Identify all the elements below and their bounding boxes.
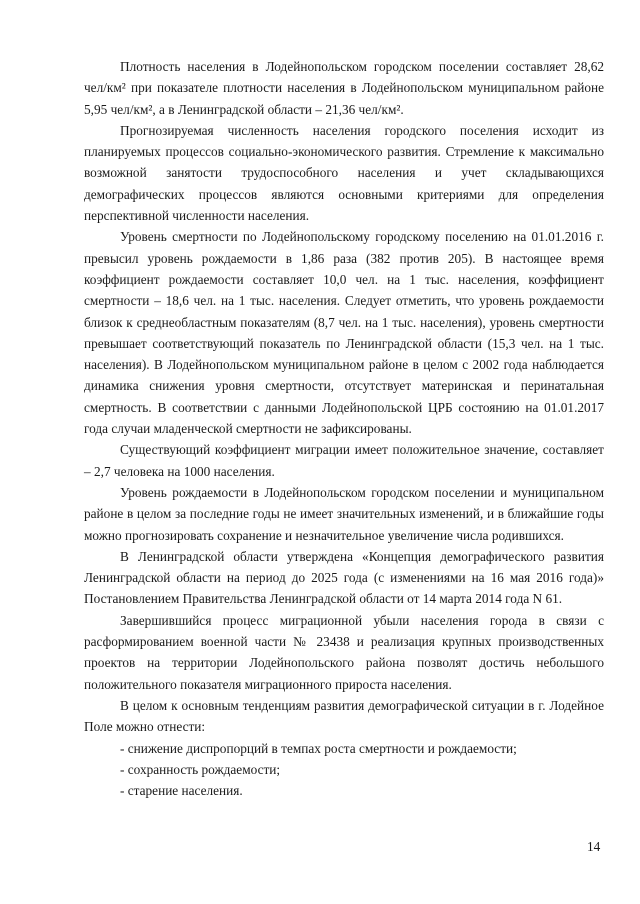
list-item: - сохранность рождаемости; xyxy=(120,761,281,777)
document-page xyxy=(84,56,604,801)
paragraph-trends-intro: В целом к основным тенденциям развития демографической ситуации в г. Лодейное Поле можно отнести: xyxy=(84,697,604,735)
list-item: - снижение диспропорций в темпах роста смертности и рождаемости; xyxy=(120,740,517,756)
page-number: 14 xyxy=(587,839,601,854)
paragraph-mortality: Уровень смертности по Лодейнопольскому городскому поселению на 01.01.2016 г. превысил уровень рождаемости в 1,86 раза (382 против 205). В настоящее время коэффициент рождаемости составляет 10,0 чел. на 1 тыс. населения, коэффициент смертности – 18,6 чел. на 1 тыс. населения. Следует отметить, что уровень рождаемости близок к среднеобластным показателям (8,7 чел. на 1 тыс. населения), уровень смертности превышает соответствующий показатель по Ленинградской области (15,3 чел. на 1 тыс. населения). В Лодейнопольском муниципальном районе в целом с 2002 года наблюдается динамика снижения уровня смертности, отсутствует материнская и перинатальная смертность. В соответствии с данными Лодейнопольской ЦРБ состоянию на 01.01.2017 года случаи младенческой смертности не зафиксированы. xyxy=(84,229,604,437)
paragraph-migration: Существующий коэффициент миграции имеет положительное значение, составляет – 2,7 человека на 1000 населения. xyxy=(84,442,604,479)
list-item: - старение населения. xyxy=(120,783,243,799)
paragraph-population-density: Плотность населения в Лодейнопольском городском поселении составляет 28,62 чел/км² при показателе плотности населения в Лодейнопольском муниципальном районе 5,95 чел/км², а в Ленинградской области – 21,36 чел/км². xyxy=(84,59,604,117)
paragraph-population-forecast: Прогнозируемая численность населения городского поселения исходит из планируемых процессов социально-экономического развития. Стремление к максимально возможной занятости трудоспособного населения и учет складывающихся демографических процессов являются основными критериями для определения перспективной численности населения. xyxy=(84,122,604,224)
paragraph-migration-loss: Завершившийся процесс миграционной убыли населения города в связи с расформированием военной части № 23438 и реализация крупных производственных проектов на территории Лодейнопольского района позволят достичь небольшого положительного показателя миграционного прироста населения. xyxy=(84,612,604,692)
paragraph-birth-rate: Уровень рождаемости в Лодейнопольском городском поселении и муниципальном районе в целом за последние годы не имеет значительных изменений, и в ближайшие годы можно прогнозировать сохранение и незначительное увеличение числа родившихся. xyxy=(84,484,604,543)
paragraph-concept: В Ленинградской области утверждена «Концепция демографического развития Ленинградской области на период до 2025 года (с изменениями на 16 мая 2016 года)» Постановлением Правительства Ленинградской области от 14 марта 2014 года N 61. xyxy=(84,548,604,607)
